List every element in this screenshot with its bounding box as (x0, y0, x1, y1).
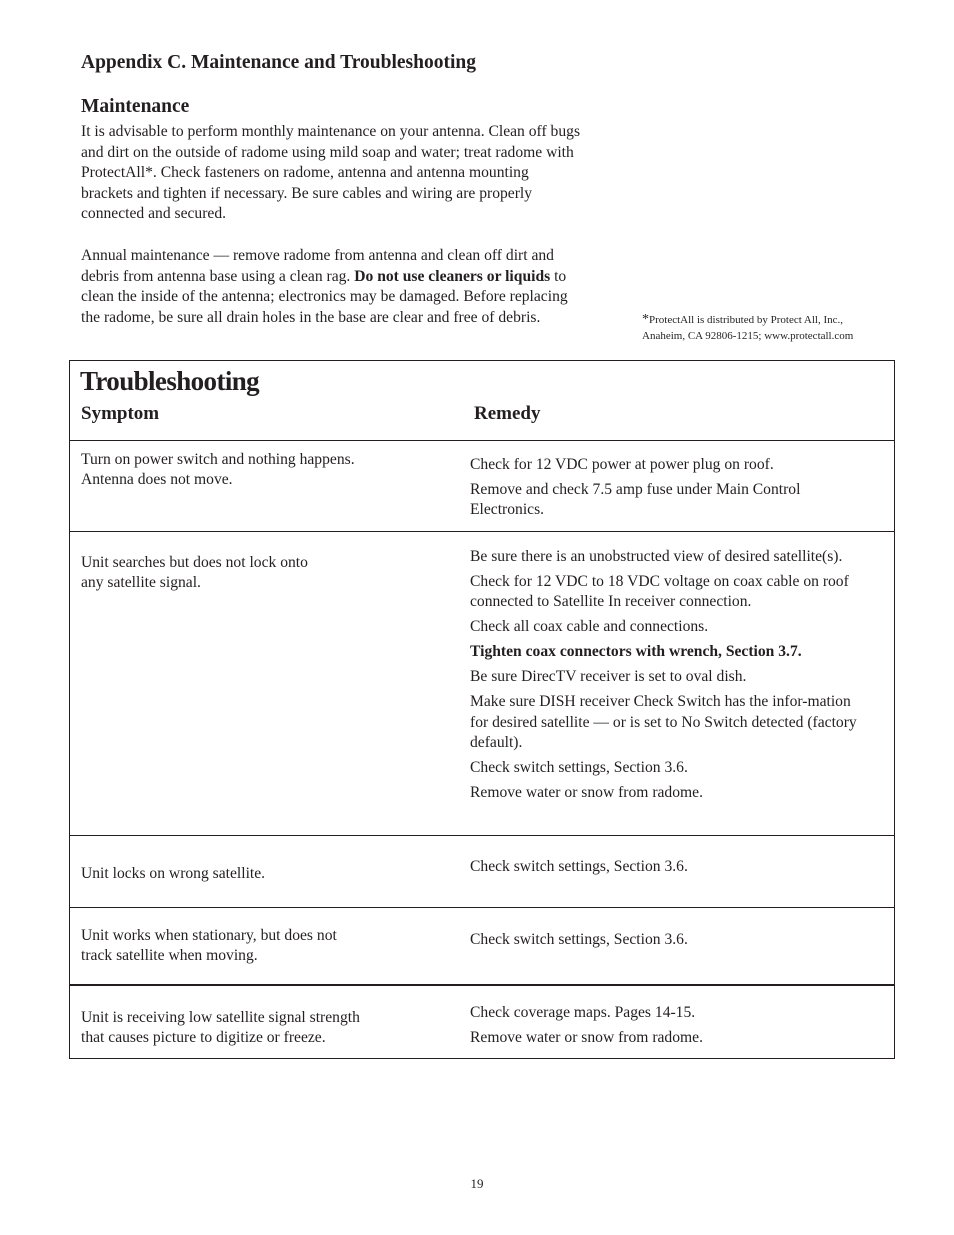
remedy-item: Check for 12 VDC to 18 VDC voltage on coax cable on roof connected to Satellite In receiver connection. (470, 573, 849, 611)
row-divider (69, 531, 895, 532)
footnote-asterisk: * (642, 312, 649, 327)
maintenance-paragraph-monthly (81, 122, 581, 225)
remedy-item: Check for 12 VDC power at power plug on roof. (470, 456, 774, 473)
table-row-symptom (81, 553, 441, 594)
symptom-line: Turn on power switch and nothing happens. (81, 451, 355, 468)
symptom-line: track satellite when moving. (81, 947, 258, 965)
annual-maintenance-text-end: to clean the inside of the antenna; electronics may be damaged. Before replacing the radome, be sure all drain holes in the base are clear and free of debris. (81, 267, 568, 326)
remedy-item: Check coverage maps. Pages 14-15. (470, 1004, 696, 1021)
table-row-remedy (470, 455, 865, 525)
table-row-remedy (470, 857, 865, 882)
remedy-item: Remove water or snow from radome. (470, 1029, 703, 1046)
remedy-item: Remove water or snow from radome. (470, 784, 703, 802)
table-row-symptom (81, 450, 441, 491)
symptom-line: Unit works when stationary, but does not (81, 927, 337, 944)
table-row-remedy (470, 1003, 865, 1053)
remedy-item: Check switch settings, Section 3.6. (470, 858, 688, 875)
maintenance-heading: Maintenance (81, 96, 190, 117)
header-divider (69, 440, 895, 441)
symptom-line: Unit is receiving low satellite signal strength (81, 1009, 360, 1026)
table-row-symptom (81, 1008, 441, 1049)
table-row-remedy (470, 930, 865, 955)
annual-maintenance-warning: Do not use cleaners or liquids (354, 267, 551, 285)
remedy-item-emphasis: Tighten coax connectors with wrench, Section 3.7. (470, 643, 802, 661)
symptom-line: Unit searches but does not lock onto (81, 554, 308, 571)
symptom-line: any satellite signal. (81, 574, 201, 592)
remedy-column-header: Remedy (474, 403, 541, 424)
remedy-item: Check switch settings, Section 3.6. (470, 759, 688, 777)
annual-maintenance-text: Annual maintenance — remove radome from antenna and clean off dirt and debris from antenna base using a clean rag. (81, 247, 554, 285)
troubleshooting-title: Troubleshooting (80, 366, 260, 396)
symptom-line: Unit locks on wrong satellite. (81, 865, 266, 882)
appendix-title: Appendix C. Maintenance and Troubleshooting (81, 52, 476, 73)
row-divider (69, 835, 895, 836)
maintenance-paragraph-text: It is advisable to perform monthly maintenance on your antenna. Clean off bugs and dirt on the outside of radome using mild soap and water; treat radome with ProtectAll*. Check fasteners on radome, antenna and antenna mounting brackets and tighten if necessary. Be sure cables and wiring are properly connected and secured. (81, 123, 581, 223)
symptom-line: Antenna does not move. (81, 471, 233, 489)
remedy-item: Check all coax cable and connections. (470, 618, 709, 636)
remedy-item: Remove and check 7.5 amp fuse under Main Control Electronics. (470, 481, 801, 519)
symptom-line: that causes picture to digitize or freeze. (81, 1029, 326, 1047)
table-row-symptom (81, 864, 441, 884)
remedy-item: Be sure there is an unobstructed view of desired satellite(s). (470, 548, 843, 565)
remedy-item: Make sure DISH receiver Check Switch has the infor-mation for desired satellite — or is set to No Switch detected (factory default). (470, 693, 857, 752)
remedy-item: Check switch settings, Section 3.6. (470, 931, 688, 948)
table-row-symptom (81, 926, 441, 967)
footnote-line2: Anaheim, CA 92806-1215; www.protectall.com (642, 330, 854, 342)
maintenance-paragraph-annual (81, 246, 581, 328)
row-divider (69, 984, 895, 986)
symptom-column-header: Symptom (81, 403, 160, 424)
row-divider (69, 907, 895, 908)
table-row-remedy (470, 547, 865, 808)
protectall-footnote (642, 312, 902, 344)
remedy-item: Be sure DirecTV receiver is set to oval dish. (470, 668, 747, 686)
page-number: 19 (470, 1176, 484, 1191)
footnote-line1: ProtectAll is distributed by Protect All, Inc., (649, 314, 844, 326)
